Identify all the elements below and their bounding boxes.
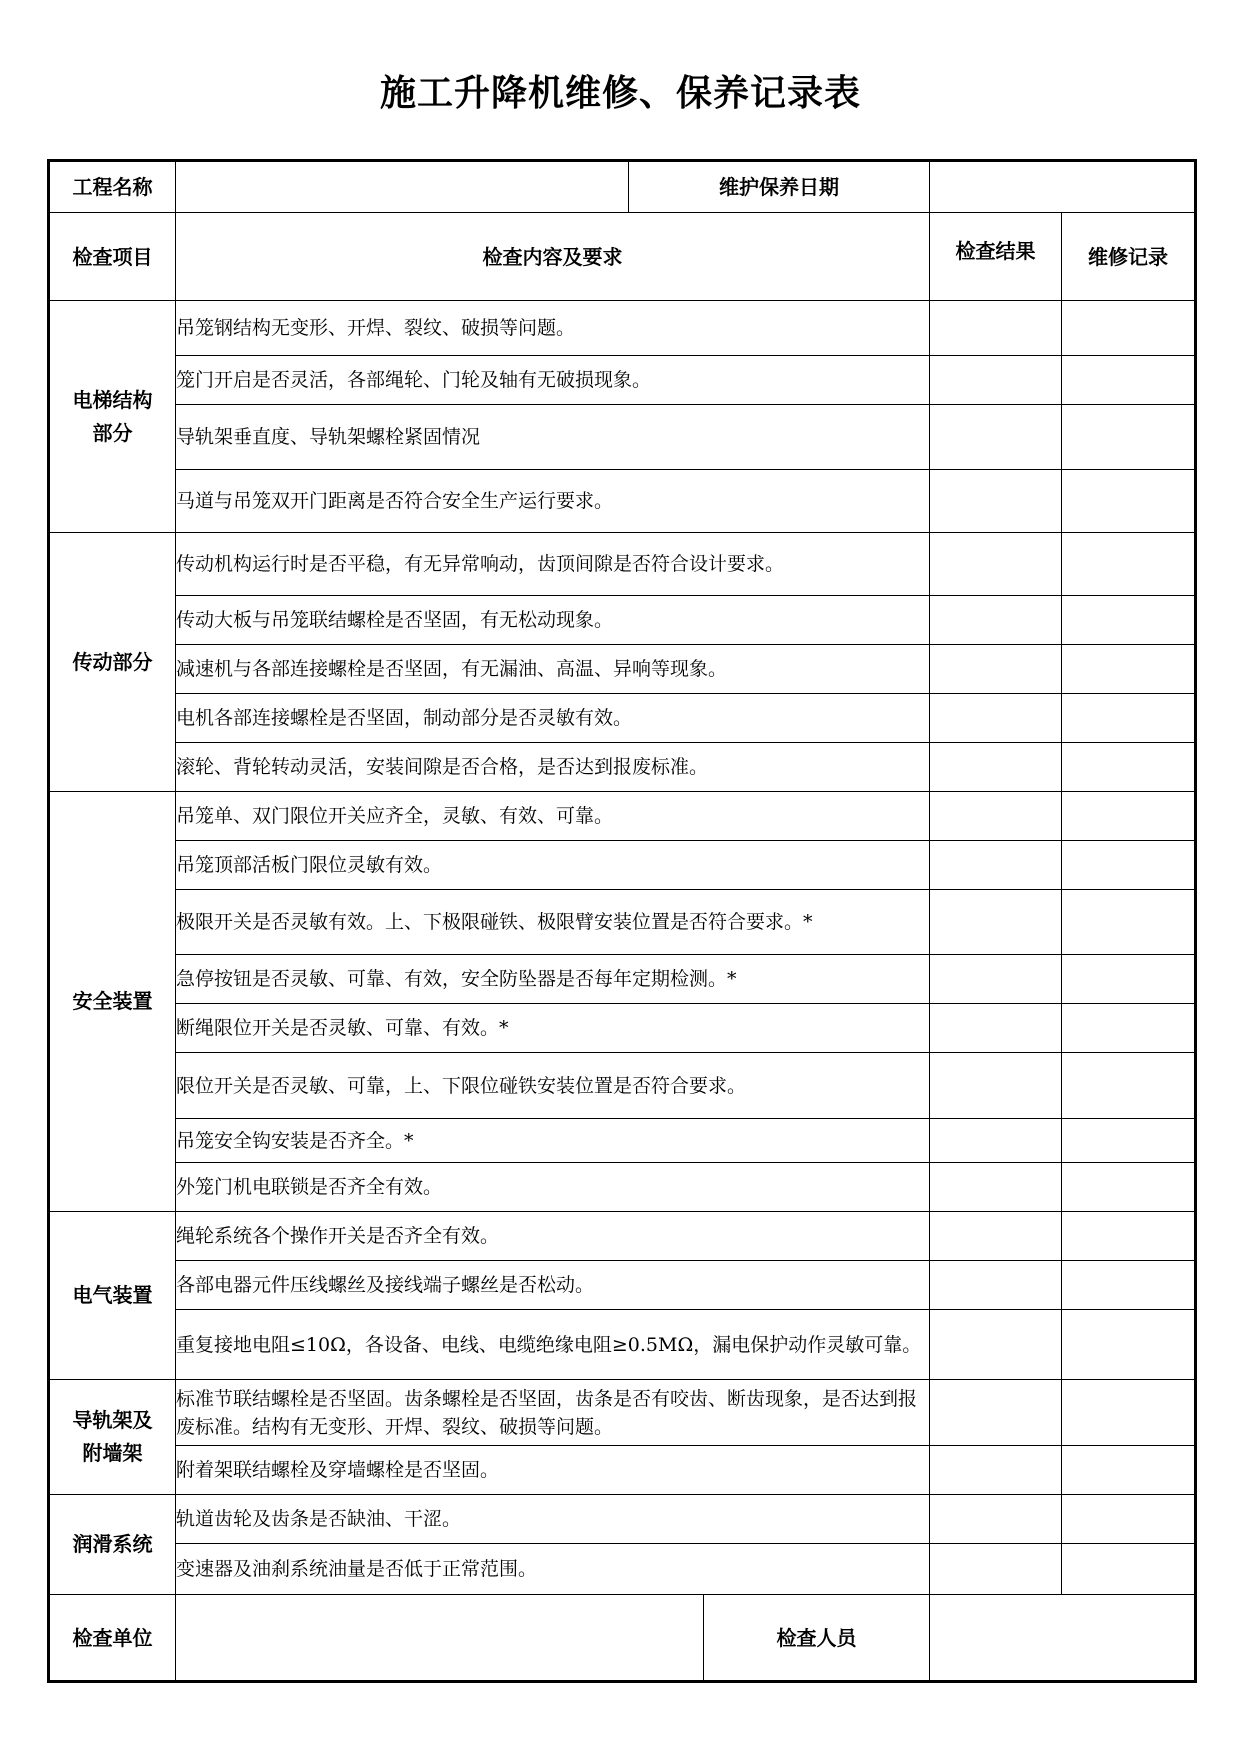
table-row (49, 470, 1196, 533)
result-cell[interactable] (930, 533, 1062, 596)
section-transmission: 传动部分 (49, 533, 176, 792)
repair-record-cell[interactable] (1062, 841, 1196, 890)
repair-record-cell[interactable] (1062, 1212, 1196, 1261)
result-cell[interactable] (930, 1119, 1062, 1163)
result-cell[interactable] (930, 1212, 1062, 1261)
table-row (49, 1495, 1196, 1544)
column-header-row (49, 213, 1196, 301)
result-cell[interactable] (930, 1380, 1062, 1446)
table-row (49, 356, 1196, 405)
repair-record-cell[interactable] (1062, 596, 1196, 645)
table-row (49, 1119, 1196, 1163)
repair-record-cell[interactable] (1062, 955, 1196, 1004)
inspection-item-text: 马道与吊笼双开门距离是否符合安全生产运行要求。 (176, 470, 930, 533)
inspection-item-text: 笼门开启是否灵活，各部绳轮、门轮及轴有无破损现象。 (176, 356, 930, 405)
result-cell[interactable] (930, 841, 1062, 890)
result-cell[interactable] (930, 792, 1062, 841)
inspection-item-text: 轨道齿轮及齿条是否缺油、干涩。 (176, 1495, 930, 1544)
inspection-item-text: 吊笼钢结构无变形、开焊、裂纹、破损等问题。 (176, 301, 930, 356)
table-row (49, 405, 1196, 470)
result-cell[interactable] (930, 470, 1062, 533)
result-cell[interactable] (930, 1310, 1062, 1380)
inspection-item-text: 绳轮系统各个操作开关是否齐全有效。 (176, 1212, 930, 1261)
header-row (49, 161, 1196, 213)
inspection-item-text: 导轨架垂直度、导轨架螺栓紧固情况 (176, 405, 930, 470)
inspection-item-text: 吊笼单、双门限位开关应齐全，灵敏、有效、可靠。 (176, 792, 930, 841)
repair-record-cell[interactable] (1062, 533, 1196, 596)
inspection-unit-label: 检查单位 (49, 1595, 176, 1682)
maintenance-date-field[interactable] (930, 161, 1196, 213)
result-cell[interactable] (930, 694, 1062, 743)
table-row (49, 1544, 1196, 1595)
table-row (49, 1261, 1196, 1310)
inspection-item-text: 各部电器元件压线螺丝及接线端子螺丝是否松动。 (176, 1261, 930, 1310)
inspection-item-text: 电机各部连接螺栓是否坚固，制动部分是否灵敏有效。 (176, 694, 930, 743)
inspection-item-text: 吊笼顶部活板门限位灵敏有效。 (176, 841, 930, 890)
table-row (49, 1212, 1196, 1261)
section-safety: 安全装置 (49, 792, 176, 1212)
project-name-label: 工程名称 (49, 161, 176, 213)
table-row (49, 1310, 1196, 1380)
table-row (49, 1004, 1196, 1053)
inspection-item-text: 限位开关是否灵敏、可靠，上、下限位碰铁安装位置是否符合要求。 (176, 1053, 930, 1119)
repair-record-cell[interactable] (1062, 1380, 1196, 1446)
repair-record-cell[interactable] (1062, 1261, 1196, 1310)
repair-record-cell[interactable] (1062, 792, 1196, 841)
table-row (49, 1446, 1196, 1495)
inspection-item-text: 吊笼安全钩安装是否齐全。* (176, 1119, 930, 1163)
repair-record-cell[interactable] (1062, 890, 1196, 955)
inspection-item-text: 变速器及油刹系统油量是否低于正常范围。 (176, 1544, 930, 1595)
result-cell[interactable] (930, 1446, 1062, 1495)
maintenance-date-label: 维护保养日期 (629, 161, 930, 213)
column-header-content: 检查内容及要求 (176, 213, 930, 301)
section-electrical: 电气装置 (49, 1212, 176, 1380)
section-guide-rail: 导轨架及附墙架 (49, 1380, 176, 1495)
column-header-record: 维修记录 (1062, 213, 1196, 301)
result-cell[interactable] (930, 1544, 1062, 1595)
inspection-item-text: 传动机构运行时是否平稳，有无异常响动，齿顶间隙是否符合设计要求。 (176, 533, 930, 596)
inspection-item-text: 重复接地电阻≤10Ω，各设备、电线、电缆绝缘电阻≥0.5MΩ，漏电保护动作灵敏可靠。 (176, 1310, 930, 1380)
inspection-item-text: 极限开关是否灵敏有效。上、下极限碰铁、极限臂安装位置是否符合要求。* (176, 890, 930, 955)
repair-record-cell[interactable] (1062, 1544, 1196, 1595)
maintenance-record-table (47, 159, 1197, 1683)
repair-record-cell[interactable] (1062, 405, 1196, 470)
result-cell[interactable] (930, 743, 1062, 792)
repair-record-cell[interactable] (1062, 1004, 1196, 1053)
inspection-item-text: 标准节联结螺栓是否坚固。齿条螺栓是否坚固，齿条是否有咬齿、断齿现象，是否达到报废标准。结构有无变形、开焊、裂纹、破损等问题。 (176, 1380, 930, 1446)
result-cell[interactable] (930, 1495, 1062, 1544)
inspector-field[interactable] (930, 1595, 1196, 1682)
repair-record-cell[interactable] (1062, 1163, 1196, 1212)
repair-record-cell[interactable] (1062, 1446, 1196, 1495)
result-cell[interactable] (930, 356, 1062, 405)
inspection-item-text: 急停按钮是否灵敏、可靠、有效，安全防坠器是否每年定期检测。* (176, 955, 930, 1004)
inspection-item-text: 附着架联结螺栓及穿墙螺栓是否坚固。 (176, 1446, 930, 1495)
inspection-unit-field[interactable] (176, 1595, 704, 1682)
result-cell[interactable] (930, 645, 1062, 694)
repair-record-cell[interactable] (1062, 1310, 1196, 1380)
inspection-item-text: 断绳限位开关是否灵敏、可靠、有效。* (176, 1004, 930, 1053)
repair-record-cell[interactable] (1062, 1495, 1196, 1544)
result-cell[interactable] (930, 1053, 1062, 1119)
table-row (49, 890, 1196, 955)
table-row (49, 596, 1196, 645)
column-header-item: 检查项目 (49, 213, 176, 301)
repair-record-cell[interactable] (1062, 470, 1196, 533)
section-lubrication: 润滑系统 (49, 1495, 176, 1595)
result-cell[interactable] (930, 955, 1062, 1004)
result-cell[interactable] (930, 1163, 1062, 1212)
inspection-item-text: 外笼门机电联锁是否齐全有效。 (176, 1163, 930, 1212)
result-cell[interactable] (930, 890, 1062, 955)
repair-record-cell[interactable] (1062, 1119, 1196, 1163)
inspection-item-text: 滚轮、背轮转动灵活，安装间隙是否合格，是否达到报废标准。 (176, 743, 930, 792)
page-title: 施工升降机维修、保养记录表 (379, 73, 861, 114)
result-cell[interactable] (930, 405, 1062, 470)
table-row (49, 743, 1196, 792)
section-structure: 电梯结构部分 (49, 301, 176, 533)
result-cell[interactable] (930, 301, 1062, 356)
repair-record-cell[interactable] (1062, 743, 1196, 792)
result-cell[interactable] (930, 1004, 1062, 1053)
table-row (49, 841, 1196, 890)
footer-row (49, 1595, 1196, 1682)
result-cell[interactable] (930, 596, 1062, 645)
inspector-label: 检查人员 (704, 1595, 930, 1682)
table-row (49, 645, 1196, 694)
repair-record-cell[interactable] (1062, 356, 1196, 405)
table-row (49, 792, 1196, 841)
repair-record-cell[interactable] (1062, 645, 1196, 694)
inspection-item-text: 减速机与各部连接螺栓是否坚固，有无漏油、高温、异响等现象。 (176, 645, 930, 694)
table-row (49, 533, 1196, 596)
table-row (49, 1053, 1196, 1119)
project-name-field[interactable] (176, 161, 629, 213)
table-row (49, 1163, 1196, 1212)
repair-record-cell[interactable] (1062, 1053, 1196, 1119)
column-header-result: 检查结果 (930, 213, 1062, 301)
table-row (49, 301, 1196, 356)
table-row (49, 1380, 1196, 1446)
inspection-item-text: 传动大板与吊笼联结螺栓是否坚固，有无松动现象。 (176, 596, 930, 645)
repair-record-cell[interactable] (1062, 694, 1196, 743)
repair-record-cell[interactable] (1062, 301, 1196, 356)
table-row (49, 694, 1196, 743)
table-row (49, 955, 1196, 1004)
result-cell[interactable] (930, 1261, 1062, 1310)
